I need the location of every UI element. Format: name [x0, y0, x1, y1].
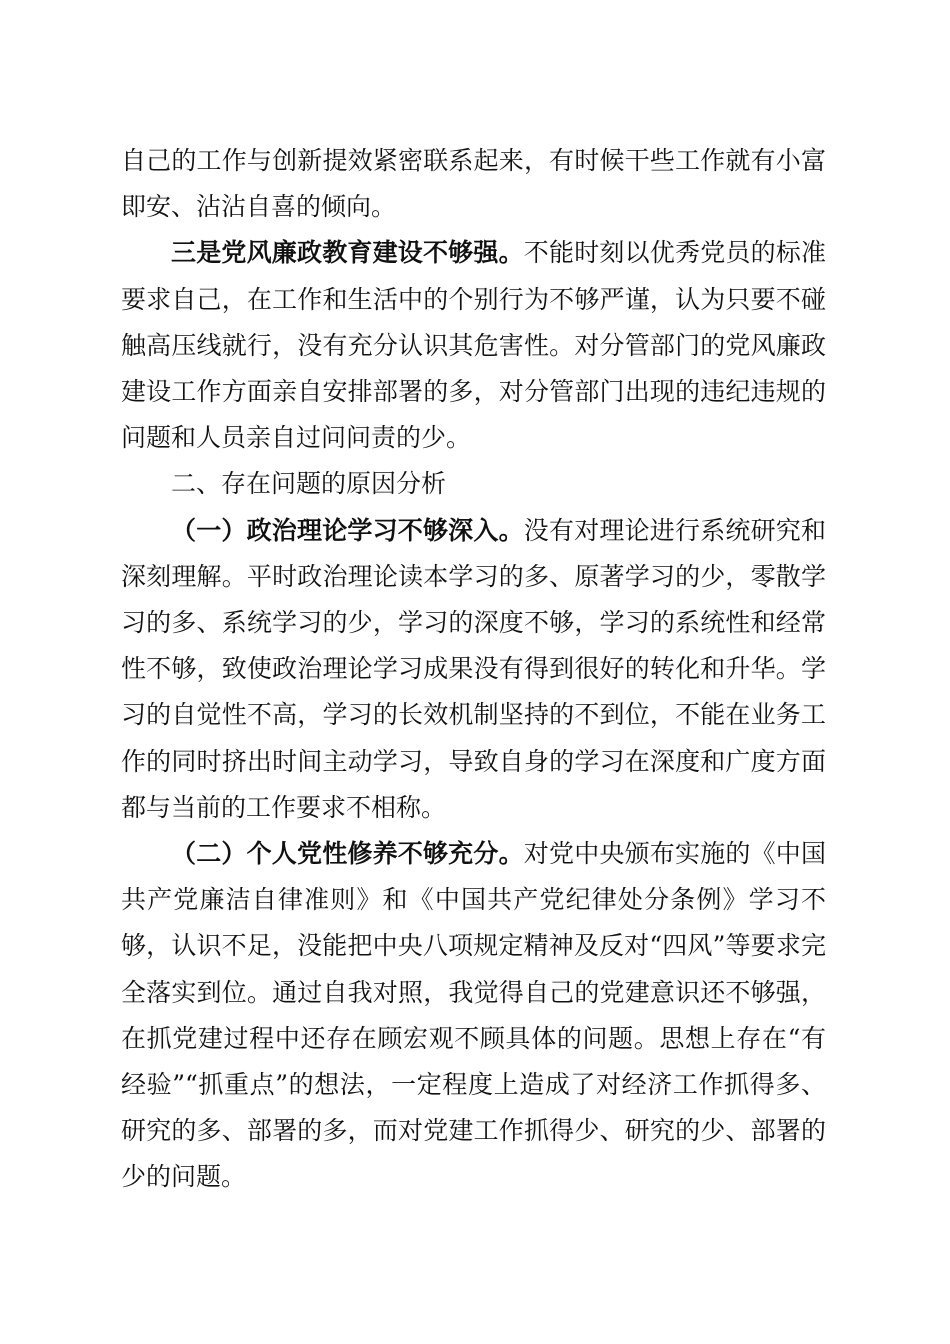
paragraph-theory-study: [121, 508, 826, 831]
paragraph-lead: 三是党风廉政教育建设不够强。: [171, 238, 524, 268]
paragraph-lead: （二）个人党性修养不够充分。: [171, 839, 524, 869]
paragraph-text: 对党中央颁布实施的《中国共产党廉洁自律准则》和《中国共产党纪律处分条例》学习不够，认识不足，没能把中央八项规定精神及反对“四风”等要求完全落实到位。通过自我对照，我觉得自己的党建意识还不够强，在抓党建过程中还存在顾宏观不顾具体的问题。思想上存在“有经验”“抓重点”的想法，一定程度上造成了对经济工作抓得多、研究的多、部署的多，而对党建工作抓得少、研究的少、部署的少的问题。: [121, 839, 826, 1192]
paragraph-party-conduct: [121, 230, 826, 461]
paragraph-text: 没有对理论进行系统研究和深刻理解。平时政治理论读本学习的多、原著学习的少，零散学习的多、系统学习的少，学习的深度不够，学习的系统性和经常性不够，致使政治理论学习成果没有得到很好的转化和升华。学习的自觉性不高，学习的长效机制坚持的不到位，不能在业务工作的同时挤出时间主动学习，导致自身的学习在深度和广度方面都与当前的工作要求不相称。: [121, 515, 826, 822]
paragraph-continued: 自己的工作与创新提效紧密联系起来，有时候干些工作就有小富即安、沾沾自喜的倾向。: [121, 146, 826, 222]
section-heading: 二、存在问题的原因分析: [171, 469, 447, 499]
document-body: [121, 138, 826, 1201]
paragraph-party-spirit: [121, 831, 826, 1201]
paragraph-lead: （一）政治理论学习不够深入。: [171, 515, 524, 545]
paragraph-text: 不能时刻以优秀党员的标准要求自己，在工作和生活中的个别行为不够严谨，认为只要不碰触高压线就行，没有充分认识其危害性。对分管部门的党风廉政建设工作方面亲自安排部署的多，对分管部门出现的违纪违规的问题和人员亲自过问问责的少。: [121, 238, 826, 453]
